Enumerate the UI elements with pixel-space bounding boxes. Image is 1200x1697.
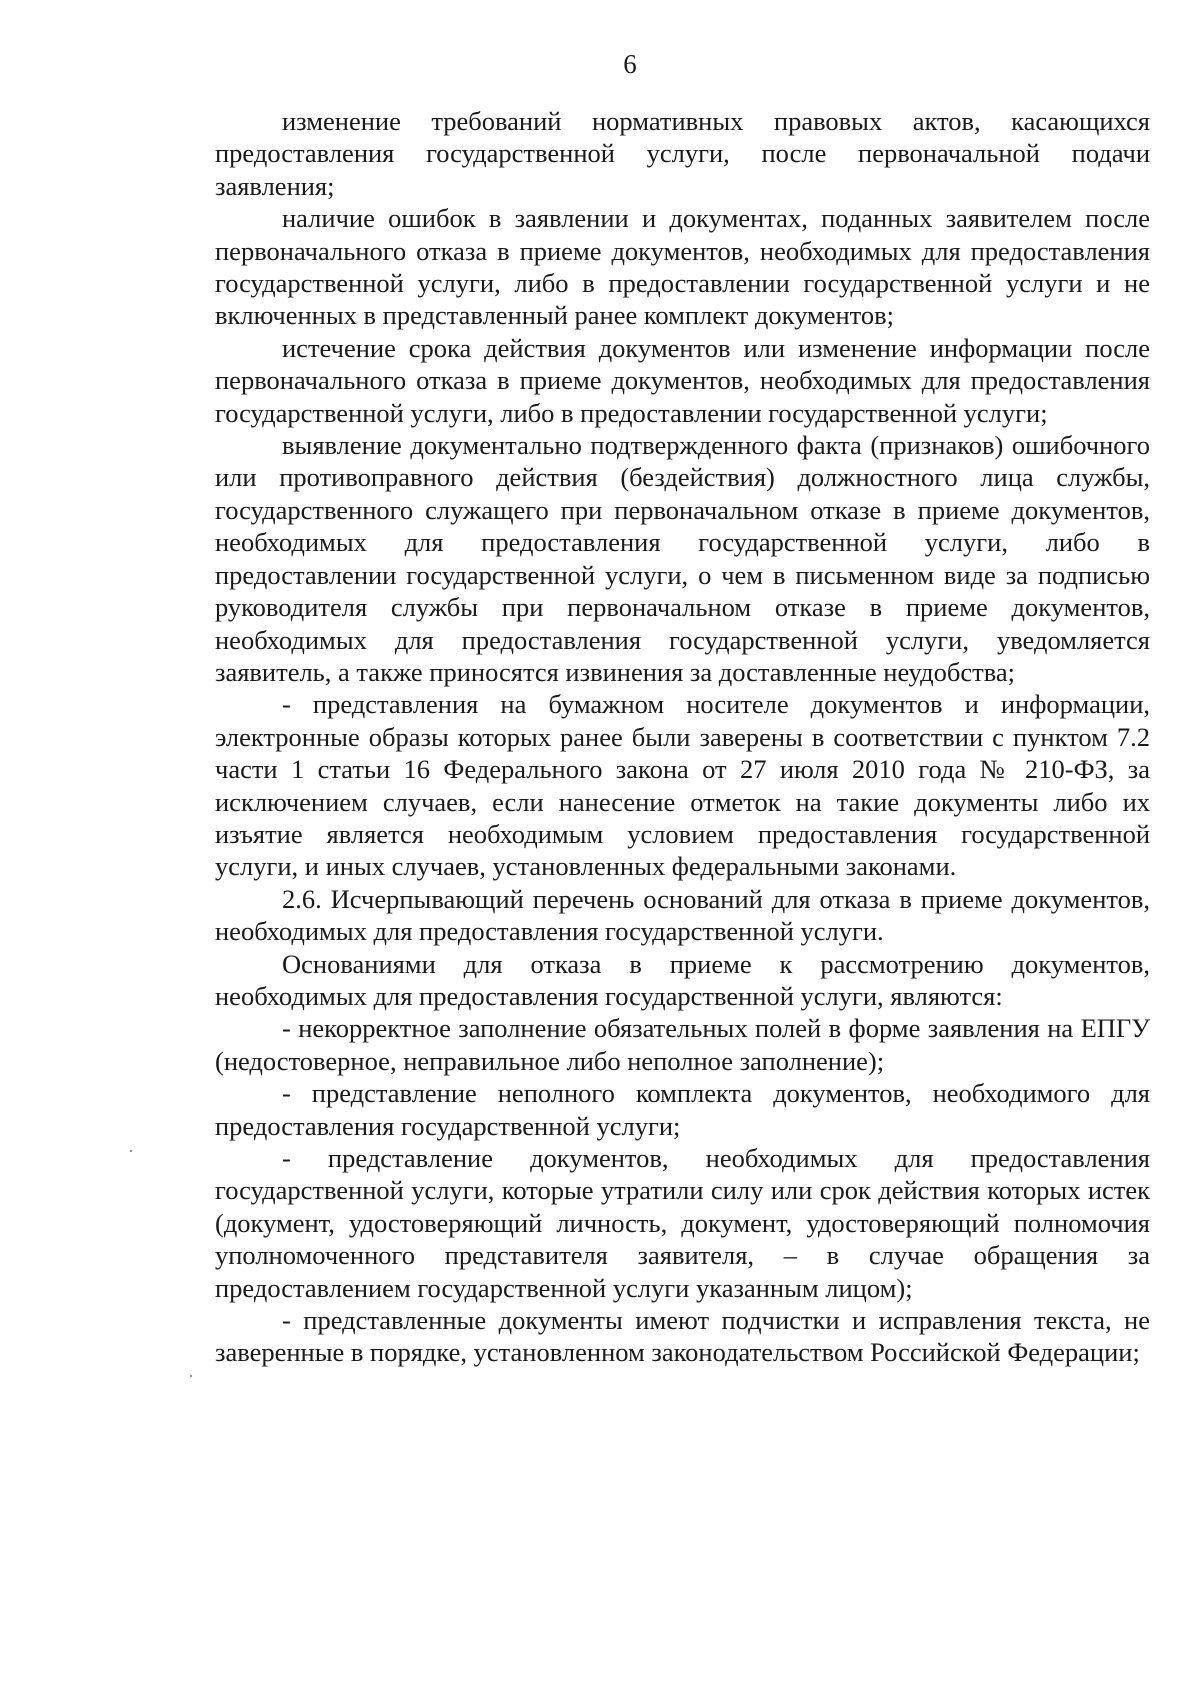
paragraph: Основаниями для отказа в приеме к рассмотрению документов, необходимых для предоставления государственной услуги, являются: bbox=[215, 948, 1150, 1011]
list-item: - некорректное заполнение обязательных полей в форме заявления на ЕПГУ (недостоверное, неправильное либо неполное заполнение); bbox=[215, 1013, 1150, 1076]
scan-speck bbox=[190, 1375, 192, 1377]
paragraph: истечение срока действия документов или изменение информации после первоначального отказа в приеме документов, необходимых для предоставления государственной услуги, либо в предоставлении государственной услуги; bbox=[215, 332, 1150, 428]
paragraph: выявление документально подтвержденного факта (признаков) ошибочного или противоправного действия (бездействия) должностного лица службы, государственного служащего при первоначальном отказе в приеме документов, необходимых для предоставления государственной услуги, либо в предоставлении государственной услуги, о чем в письменном виде за подписью руководителя службы при первоначальном отказе в приеме документов, необходимых для предоставления государственной услуги, уведомляется заявитель, а также приносятся извинения за доставленные неудобства; bbox=[215, 430, 1150, 687]
page-number: 6 bbox=[623, 49, 637, 79]
section-heading-paragraph: 2.6. Исчерпывающий перечень оснований для отказа в приеме документов, необходимых для предоставления государственной услуги. bbox=[215, 883, 1150, 947]
document-body bbox=[215, 105, 1150, 1369]
list-item: - представленные документы имеют подчистки и исправления текста, не заверенные в порядке, установленном законодательством Российской Федерации; bbox=[215, 1305, 1150, 1368]
paragraph: изменение требований нормативных правовых актов, касающихся предоставления государственной услуги, после первоначальной подачи заявления; bbox=[215, 106, 1150, 201]
paragraph: - представления на бумажном носителе документов и информации, электронные образы которых ранее были заверены в соответствии с пунктом 7.2 части 1 статьи 16 Федерального закона от 27 июля 2010 года № 210-ФЗ, за исключением случаев, если нанесение отметок на такие документы либо их изъятие является необходимым условием предоставления государственной услуги, и иных случаев, установленных федеральными законами. bbox=[215, 689, 1150, 882]
list-item: - представление документов, необходимых для предоставления государственной услуги, которые утратили силу или срок действия которых истек (документ, удостоверяющий личность, документ, удостоверяющий полномочия уполномоченного представителя заявителя, – в случае обращения за предоставлением государственной услуги указанным лицом); bbox=[215, 1143, 1150, 1303]
paragraph: наличие ошибок в заявлении и документах, поданных заявителем после первоначального отказа в приеме документов, необходимых для предоставления государственной услуги, либо в предоставлении государственной услуги и не включенных в представленный ранее комплект документов; bbox=[215, 203, 1150, 331]
scan-speck bbox=[130, 1150, 132, 1152]
list-item: - представление неполного комплекта документов, необходимого для предоставления государственной услуги; bbox=[215, 1078, 1150, 1141]
